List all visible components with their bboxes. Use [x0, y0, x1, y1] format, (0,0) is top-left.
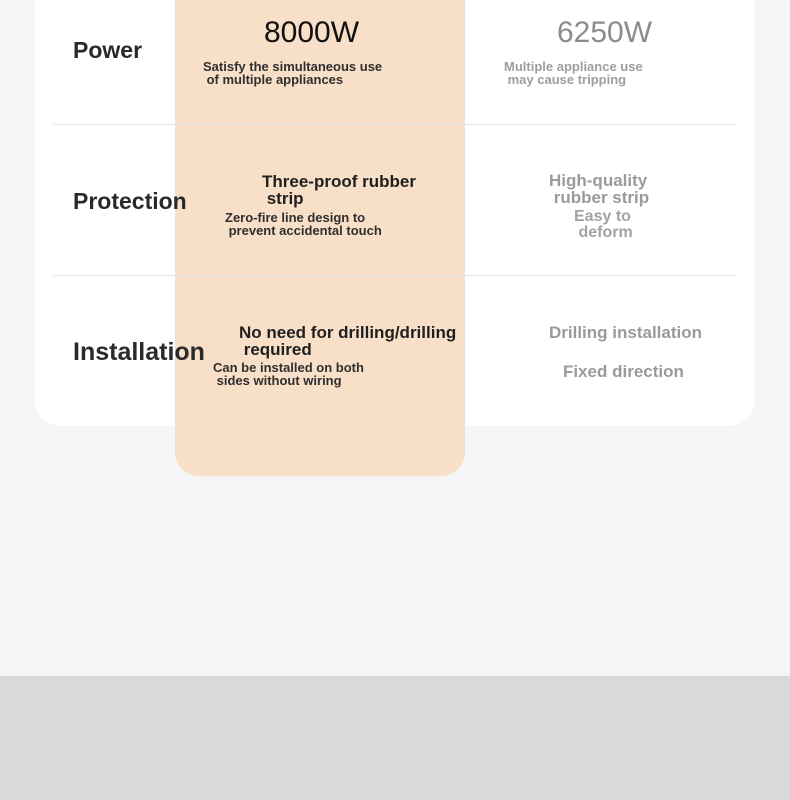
- ours-power-desc-line2: of multiple appliances: [203, 72, 344, 87]
- ours-protection-desc-line1: Zero-fire line design to: [225, 210, 366, 225]
- theirs-power-desc-line2: may cause tripping: [504, 72, 627, 87]
- theirs-protection-title-line1: High-quality: [549, 171, 648, 190]
- theirs-installation-line1: Drilling installation: [549, 323, 703, 342]
- theirs-protection-desc-line2: deform: [574, 224, 633, 241]
- row-label-installation: Installation: [73, 338, 205, 366]
- theirs-power-desc: [504, 60, 744, 86]
- ours-installation-title-line1: No need for drilling/drilling: [239, 323, 457, 342]
- row-label-protection: Protection: [73, 188, 187, 214]
- ours-installation-desc: [213, 361, 453, 387]
- ours-installation-title-line2: required: [239, 340, 312, 359]
- divider-protection: [53, 275, 736, 276]
- divider-power: [53, 124, 736, 125]
- ours-power-value: 8000W: [264, 16, 360, 49]
- ours-power-desc-line1: Satisfy the simultaneous use: [203, 59, 383, 74]
- theirs-protection-title-line2: rubber strip: [549, 188, 650, 207]
- theirs-protection-desc: [574, 209, 694, 241]
- theirs-protection-title: [549, 172, 729, 206]
- theirs-installation-line2: Fixed direction: [563, 362, 684, 381]
- ours-protection-title-line2: strip: [262, 189, 304, 208]
- ours-installation-desc-line2: sides without wiring: [213, 373, 342, 388]
- theirs-power-desc-line1: Multiple appliance use: [504, 59, 643, 74]
- ours-protection-desc: [225, 211, 463, 237]
- ours-protection-title-line1: Three-proof rubber: [262, 172, 416, 191]
- ours-installation-desc-line1: Can be installed on both: [213, 360, 364, 375]
- ours-power-desc: [203, 60, 463, 86]
- ours-installation-title: [239, 324, 479, 358]
- row-label-power: Power: [73, 37, 143, 63]
- theirs-power-value: 6250W: [557, 16, 653, 49]
- bottom-band: [0, 676, 790, 800]
- theirs-protection-desc-line1: Easy to: [574, 208, 631, 225]
- ours-protection-title: [262, 173, 462, 207]
- ours-protection-desc-line2: prevent accidental touch: [225, 223, 382, 238]
